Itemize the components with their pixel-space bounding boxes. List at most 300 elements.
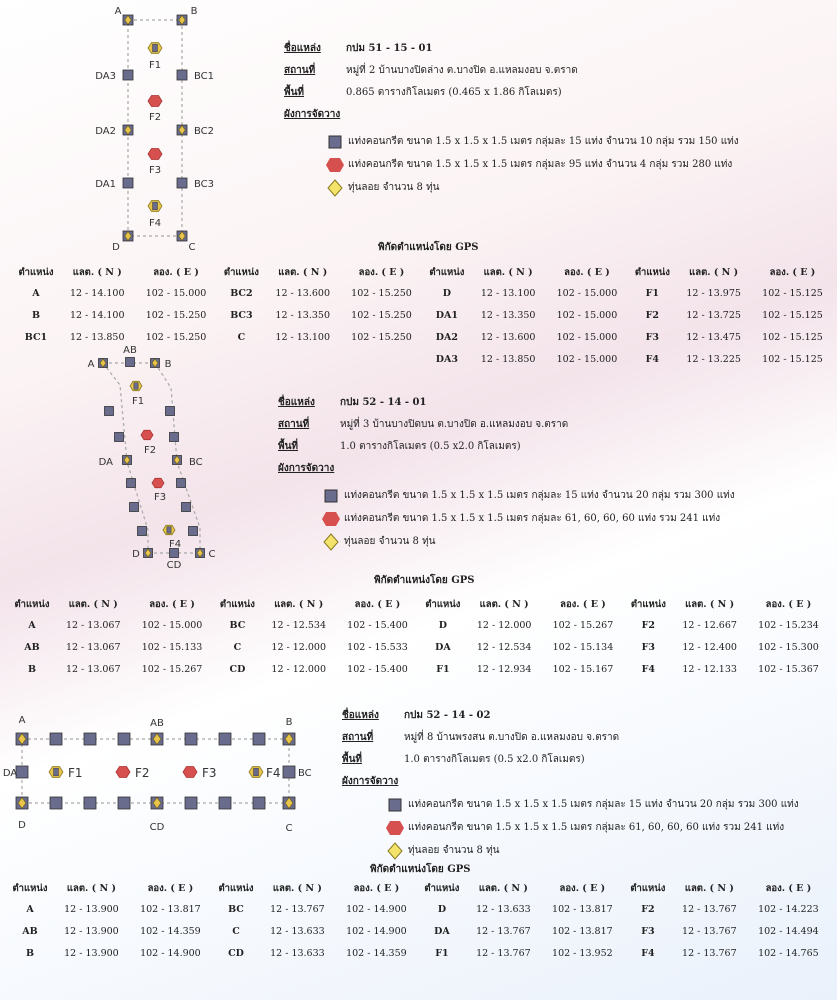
lat-cell: 12 - 12.534	[271, 619, 326, 631]
concrete-block	[253, 733, 265, 745]
name-label: ชื่อแหล่ง	[278, 397, 315, 408]
position-cell: F2	[641, 903, 655, 915]
table-row	[8, 636, 830, 658]
lat-cell: 12 - 13.067	[65, 641, 121, 653]
diagram-label: BC3	[194, 179, 215, 190]
table-header-row	[8, 594, 830, 614]
col-lon-header: ลอง. ( E )	[559, 882, 606, 894]
col-lat-header: แลต. ( N )	[68, 598, 118, 610]
location-label: สถานที่	[278, 419, 310, 430]
diagram-label: D	[112, 242, 120, 253]
diagram-label: F3	[202, 766, 217, 780]
lon-cell: 102 - 14.900	[346, 903, 407, 915]
name-label: ชื่อแหล่ง	[284, 43, 321, 54]
layout-label: ผังการจัดวาง	[284, 109, 341, 120]
position-cell: D	[442, 287, 452, 299]
area-label: พื้นที่	[278, 441, 299, 452]
concrete-block	[189, 527, 198, 536]
diagram-label: F4	[168, 539, 182, 550]
gps-title: พิกัดตำแหน่งโดย GPS	[370, 864, 471, 875]
lon-cell: 102 - 15.250	[351, 331, 412, 343]
legend-text: แท่งคอนกรีต ขนาด 1.5 x 1.5 x 1.5 เมตร กลุ่มละ 61, 60, 60, 60 แท่ง รวม 241 แท่ง	[408, 822, 785, 833]
col-position-header: ตำแหน่ง	[429, 266, 465, 278]
lat-cell: 12 - 13.633	[270, 925, 325, 937]
col-position-header: ตำแหน่ง	[14, 598, 50, 610]
site-area: 1.0 ตารางกิโลเมตร (0.5 x2.0 กิโลเมตร)	[340, 441, 521, 452]
lat-cell: 12 - 13.600	[275, 287, 330, 299]
position-cell: DA2	[435, 331, 458, 343]
lat-cell: 12 - 13.850	[480, 353, 536, 365]
site-1-legend	[322, 130, 739, 199]
lat-cell: 12 - 13.975	[686, 287, 741, 299]
diagram-label: C	[208, 549, 216, 560]
col-lon-header: ลอง. ( E )	[769, 266, 816, 278]
table-row	[6, 942, 830, 964]
lat-cell: 12 - 12.000	[271, 663, 326, 675]
legend-row-hex	[322, 153, 739, 176]
concrete-block	[219, 797, 231, 809]
diagram-label: C	[285, 823, 293, 834]
lon-cell: 102 - 14.359	[140, 925, 201, 937]
position-cell: F2	[641, 619, 656, 631]
concrete-block	[167, 527, 171, 534]
location-label: สถานที่	[342, 732, 374, 743]
legend-text: แท่งคอนกรีต ขนาด 1.5 x 1.5 x 1.5 เมตร กลุ่มละ 15 แท่ง จำนวน 20 กลุ่ม รวม 300 แท่ง	[408, 799, 799, 810]
lat-cell: 12 - 13.767	[476, 925, 531, 937]
lat-cell: 12 - 13.767	[682, 947, 737, 959]
lat-cell: 12 - 13.633	[270, 947, 325, 959]
concrete-block	[254, 768, 259, 776]
lon-cell: 102 - 13.952	[552, 947, 613, 959]
concrete-block	[84, 797, 96, 809]
site-1-layout-diagram	[0, 0, 215, 253]
col-lat-header: แลต. ( N )	[278, 266, 328, 278]
lon-cell: 102 - 15.125	[762, 331, 823, 343]
diamond-buoy-icon	[318, 534, 344, 550]
site-3-layout-diagram	[0, 710, 330, 840]
position-cell: F2	[645, 309, 660, 321]
table-row	[12, 304, 834, 326]
diagram-label: DA3	[95, 71, 116, 82]
lon-cell: 102 - 15.125	[762, 353, 823, 365]
hexagon-block-icon	[382, 820, 408, 836]
lon-cell: 102 - 15.000	[145, 287, 207, 299]
lon-cell: 102 - 15.000	[556, 309, 618, 321]
diagram-label: B	[190, 6, 198, 17]
lon-cell: 102 - 15.533	[347, 641, 408, 653]
lon-cell: 102 - 15.250	[351, 309, 412, 321]
diagram-label: F1	[68, 766, 83, 780]
hex-block	[148, 96, 162, 107]
lat-cell: 12 - 14.100	[69, 309, 125, 321]
col-lat-header: แลต. ( N )	[483, 266, 533, 278]
concrete-block	[115, 433, 124, 442]
position-cell: A	[26, 903, 34, 915]
col-lon-header: ลอง. ( E )	[564, 266, 610, 278]
col-position-header: ตำแหน่ง	[18, 266, 54, 278]
lat-cell: 12 - 13.633	[476, 903, 531, 915]
lat-cell: 12 - 13.900	[64, 947, 119, 959]
diagram-label: A	[114, 6, 122, 17]
site-3-info	[342, 705, 619, 793]
table-row	[12, 282, 834, 304]
table-row	[6, 898, 830, 920]
lon-cell: 102 - 13.817	[140, 903, 201, 915]
legend-row-block	[382, 793, 799, 816]
site-area: 1.0 ตารางกิโลเมตร (0.5 x2.0 กิโลเมตร)	[404, 754, 585, 765]
diagram-label: F3	[148, 165, 162, 176]
lat-cell: 12 - 12.133	[682, 663, 737, 675]
diagram-label: C	[188, 242, 196, 253]
lon-cell: 102 - 15.000	[556, 331, 618, 343]
lat-cell: 12 - 13.767	[270, 903, 325, 915]
diamond-buoy-icon	[322, 180, 348, 196]
col-lat-header: แลต. ( N )	[274, 598, 324, 610]
lat-cell: 12 - 13.350	[480, 309, 536, 321]
hex-block	[183, 767, 197, 778]
lon-cell: 102 - 15.234	[758, 619, 819, 631]
col-position-header: ตำแหน่ง	[630, 598, 666, 610]
diagram-label: F1	[148, 60, 162, 71]
legend-text: ทุ่นลอย จำนวน 8 ทุ่น	[348, 182, 440, 193]
area-label: พื้นที่	[342, 754, 363, 765]
diagram-label: DA2	[95, 126, 116, 137]
diagram-label: F4	[266, 766, 281, 780]
site-location: หมู่ที่ 3 บ้านบางปิดบน ต.บางปิด อ.แหลมงอบ จ.ตราด	[340, 419, 569, 430]
position-cell: BC	[228, 903, 244, 915]
diagram-label: BC	[298, 768, 312, 779]
position-cell: C	[237, 331, 246, 343]
legend-row-buoy	[322, 176, 739, 199]
site-1-info	[284, 38, 578, 126]
position-cell: BC3	[230, 309, 253, 321]
col-position-header: ตำแหน่ง	[12, 882, 48, 894]
lon-cell: 102 - 14.494	[758, 925, 819, 937]
col-position-header: ตำแหน่ง	[218, 882, 254, 894]
gps-title: พิกัดตำแหน่งโดย GPS	[374, 575, 475, 586]
col-lat-header: แลต. ( N )	[479, 598, 529, 610]
position-cell: F3	[641, 925, 655, 937]
concrete-block	[153, 202, 158, 210]
square-block-icon	[318, 489, 344, 503]
site-name: กปม 52 - 14 - 02	[404, 710, 491, 721]
lat-cell: 12 - 13.225	[686, 353, 741, 365]
hexagon-block-icon	[318, 511, 344, 527]
lat-cell: 12 - 13.350	[275, 309, 330, 321]
legend-row-buoy	[318, 530, 735, 553]
lat-cell: 12 - 12.000	[476, 619, 532, 631]
diagram-label: BC1	[194, 71, 215, 82]
concrete-block	[177, 479, 186, 488]
square-block-icon	[322, 135, 348, 149]
square-block-icon	[382, 798, 408, 812]
layout-label: ผังการจัดวาง	[278, 463, 335, 474]
lon-cell: 102 - 15.125	[762, 309, 823, 321]
lat-cell: 12 - 12.934	[476, 663, 532, 675]
col-lon-header: ลอง. ( E )	[353, 882, 400, 894]
col-lon-header: ลอง. ( E )	[560, 598, 606, 610]
lon-cell: 102 - 13.817	[552, 925, 613, 937]
lon-cell: 102 - 15.250	[145, 331, 207, 343]
lon-cell: 102 - 15.125	[762, 287, 823, 299]
site-name: กปม 52 - 14 - 01	[340, 397, 427, 408]
lat-cell: 12 - 12.667	[682, 619, 737, 631]
concrete-block	[253, 797, 265, 809]
lon-cell: 102 - 13.817	[552, 903, 613, 915]
position-cell: A	[32, 287, 40, 299]
diagram-label: CD	[149, 822, 165, 833]
lat-cell: 12 - 14.100	[69, 287, 125, 299]
lon-cell: 102 - 15.250	[351, 287, 412, 299]
position-cell: B	[27, 663, 36, 675]
position-cell: F4	[641, 947, 655, 959]
site-2-gps-table	[8, 594, 830, 680]
position-cell: F3	[645, 331, 660, 343]
diamond-buoy-icon	[382, 843, 408, 859]
lat-cell: 12 - 13.767	[476, 947, 531, 959]
lon-cell: 102 - 15.267	[552, 619, 614, 631]
position-cell: F1	[435, 947, 449, 959]
lon-cell: 102 - 14.765	[758, 947, 819, 959]
diagram-label: D	[18, 820, 26, 831]
diagram-label: BC	[189, 457, 203, 468]
legend-text: แท่งคอนกรีต ขนาด 1.5 x 1.5 x 1.5 เมตร กลุ่มละ 61, 60, 60, 60 แท่ง รวม 241 แท่ง	[344, 513, 721, 524]
col-lat-header: แลต. ( N )	[685, 598, 735, 610]
location-label: สถานที่	[284, 65, 316, 76]
diagram-label: A	[18, 715, 26, 726]
concrete-block	[127, 479, 136, 488]
position-cell: DA	[435, 641, 451, 653]
hex-block	[152, 478, 164, 487]
site-2-layout-diagram	[0, 340, 250, 570]
lat-cell: 12 - 12.534	[476, 641, 532, 653]
diagram-label: B	[164, 359, 172, 370]
col-position-header: ตำแหน่ง	[634, 266, 670, 278]
concrete-block	[50, 733, 62, 745]
lat-cell: 12 - 13.100	[275, 331, 330, 343]
legend-text: ทุ่นลอย จำนวน 8 ทุ่น	[408, 845, 500, 856]
lat-cell: 12 - 13.850	[69, 331, 125, 343]
diagram-label: A	[87, 359, 95, 370]
position-cell: CD	[228, 947, 244, 959]
diagram-label: F1	[131, 396, 145, 407]
col-lon-header: ลอง. ( E )	[149, 598, 195, 610]
diagram-label: F2	[148, 112, 162, 123]
table-row	[6, 920, 830, 942]
concrete-block	[123, 178, 133, 188]
name-label: ชื่อแหล่ง	[342, 710, 379, 721]
col-lon-header: ลอง. ( E )	[765, 882, 812, 894]
site-2-legend	[318, 484, 735, 553]
lon-cell: 102 - 15.367	[758, 663, 819, 675]
site-location: หมู่ที่ 2 บ้านบางปิดล่าง ต.บางปิด อ.แหลมงอบ จ.ตราด	[346, 65, 578, 76]
position-cell: D	[437, 903, 447, 915]
concrete-block	[185, 797, 197, 809]
diagram-label: AB	[123, 345, 137, 356]
lat-cell: 12 - 13.767	[682, 903, 737, 915]
position-cell: DA3	[435, 353, 458, 365]
concrete-block	[16, 766, 28, 778]
hexagon-block-icon	[322, 157, 348, 173]
position-cell: C	[232, 925, 240, 937]
table-header-row	[12, 262, 834, 282]
position-cell: F1	[436, 663, 450, 675]
col-position-header: ตำแหน่ง	[219, 598, 255, 610]
concrete-block	[54, 768, 59, 776]
lat-cell: 12 - 12.400	[682, 641, 737, 653]
diagram-label: B	[285, 717, 293, 728]
col-lat-header: แลต. ( N )	[72, 266, 122, 278]
lon-cell: 102 - 14.359	[346, 947, 407, 959]
lon-cell: 102 - 15.250	[145, 309, 207, 321]
col-lon-header: ลอง. ( E )	[358, 266, 405, 278]
lon-cell: 102 - 15.267	[141, 663, 203, 675]
diagram-label: D	[132, 549, 140, 560]
position-cell: D	[438, 619, 448, 631]
concrete-block	[182, 503, 191, 512]
position-cell: AB	[24, 641, 40, 653]
diagram-label: BC2	[194, 126, 215, 137]
legend-row-block	[322, 130, 739, 153]
lon-cell: 102 - 15.000	[556, 287, 618, 299]
diagram-label: DA	[98, 457, 113, 468]
lon-cell: 102 - 15.400	[347, 619, 408, 631]
gps-title: พิกัดตำแหน่งโดย GPS	[378, 242, 479, 253]
position-cell: DA	[434, 925, 450, 937]
col-lat-header: แลต. ( N )	[66, 882, 116, 894]
table-header-row	[6, 878, 830, 898]
hex-block	[148, 149, 162, 160]
concrete-block	[105, 407, 114, 416]
legend-text: แท่งคอนกรีต ขนาด 1.5 x 1.5 x 1.5 เมตร กลุ่มละ 15 แท่ง จำนวน 20 กลุ่ม รวม 300 แท่ง	[344, 490, 735, 501]
site-3-gps-table	[6, 878, 830, 964]
concrete-block	[185, 733, 197, 745]
position-cell: A	[28, 619, 36, 631]
lat-cell: 12 - 13.475	[686, 331, 741, 343]
legend-text: แท่งคอนกรีต ขนาด 1.5 x 1.5 x 1.5 เมตร กลุ่มละ 95 แท่ง จำนวน 4 กลุ่ม รวม 280 แท่ง	[348, 159, 733, 170]
lon-cell: 102 - 15.134	[552, 641, 614, 653]
hex-block	[141, 430, 153, 439]
lat-cell: 12 - 13.900	[64, 925, 119, 937]
lat-cell: 12 - 13.600	[480, 331, 536, 343]
site-name: กปม 51 - 15 - 01	[346, 43, 433, 54]
table-row	[8, 658, 830, 680]
diagram-label: F2	[143, 445, 157, 456]
site-3-legend	[382, 793, 799, 862]
lon-cell: 102 - 15.400	[347, 663, 408, 675]
lat-cell: 12 - 13.767	[682, 925, 737, 937]
position-cell: BC	[229, 619, 246, 631]
position-cell: B	[31, 309, 40, 321]
lat-cell: 12 - 13.900	[64, 903, 119, 915]
lat-cell: 12 - 13.067	[65, 663, 121, 675]
lon-cell: 102 - 15.133	[141, 641, 203, 653]
area-label: พื้นที่	[284, 87, 305, 98]
hex-block	[116, 767, 130, 778]
legend-row-hex	[318, 507, 735, 530]
concrete-block	[123, 70, 133, 80]
legend-row-hex	[382, 816, 799, 839]
col-position-header: ตำแหน่ง	[424, 882, 460, 894]
lon-cell: 102 - 14.900	[346, 925, 407, 937]
position-cell: BC1	[24, 331, 48, 343]
position-cell: C	[233, 641, 242, 653]
diagram-label: F2	[135, 766, 150, 780]
concrete-block	[283, 766, 295, 778]
concrete-block	[84, 733, 96, 745]
concrete-block	[170, 433, 179, 442]
legend-row-buoy	[382, 839, 799, 862]
table-row	[8, 614, 830, 636]
col-lon-header: ลอง. ( E )	[153, 266, 199, 278]
position-cell: BC2	[230, 287, 253, 299]
diagram-label: DA	[2, 768, 18, 779]
diagram-label: AB	[150, 718, 164, 729]
diagram-label: DA1	[95, 179, 116, 190]
col-position-header: ตำแหน่ง	[630, 882, 666, 894]
col-lat-header: แลต. ( N )	[478, 882, 528, 894]
col-lon-header: ลอง. ( E )	[354, 598, 401, 610]
position-cell: CD	[229, 663, 246, 675]
col-lat-header: แลต. ( N )	[689, 266, 739, 278]
concrete-block	[138, 527, 147, 536]
col-position-header: ตำแหน่ง	[425, 598, 461, 610]
position-cell: DA1	[435, 309, 458, 321]
diagram-label: F4	[148, 218, 162, 229]
lat-cell: 12 - 13.725	[686, 309, 741, 321]
concrete-block	[130, 503, 139, 512]
position-cell: F4	[641, 663, 656, 675]
site-2-info	[278, 392, 568, 480]
col-lon-header: ลอง. ( E )	[147, 882, 194, 894]
lon-cell: 102 - 14.223	[758, 903, 819, 915]
lon-cell: 102 - 15.300	[758, 641, 819, 653]
position-cell: B	[25, 947, 35, 959]
col-lon-header: ลอง. ( E )	[765, 598, 812, 610]
position-cell: F4	[645, 353, 660, 365]
lat-cell: 12 - 13.067	[65, 619, 121, 631]
lon-cell	[340, 348, 423, 370]
lat-cell	[265, 348, 340, 370]
site-area: 0.865 ตารางกิโลเมตร (0.465 x 1.86 กิโลเมตร)	[346, 87, 562, 98]
layout-label: ผังการจัดวาง	[342, 776, 399, 787]
concrete-block	[219, 733, 231, 745]
col-lat-header: แลต. ( N )	[684, 882, 734, 894]
concrete-block	[134, 383, 138, 390]
concrete-block	[153, 44, 158, 52]
position-cell: AB	[22, 925, 38, 937]
col-position-header: ตำแหน่ง	[223, 266, 259, 278]
lon-cell: 102 - 15.167	[552, 663, 614, 675]
concrete-block	[50, 797, 62, 809]
diagram-label: CD	[166, 560, 182, 571]
diagram-label: F3	[153, 492, 167, 503]
position-cell: F3	[641, 641, 656, 653]
concrete-block	[118, 797, 130, 809]
col-lat-header: แลต. ( N )	[272, 882, 322, 894]
concrete-block	[126, 358, 135, 367]
concrete-block	[177, 70, 187, 80]
position-cell: F1	[645, 287, 660, 299]
legend-text: ทุ่นลอย จำนวน 8 ทุ่น	[344, 536, 436, 547]
concrete-block	[166, 407, 175, 416]
lat-cell: 12 - 13.100	[480, 287, 536, 299]
lon-cell: 102 - 14.900	[140, 947, 201, 959]
lon-cell: 102 - 15.000	[141, 619, 203, 631]
concrete-block	[177, 178, 187, 188]
legend-row-block	[318, 484, 735, 507]
concrete-block	[118, 733, 130, 745]
